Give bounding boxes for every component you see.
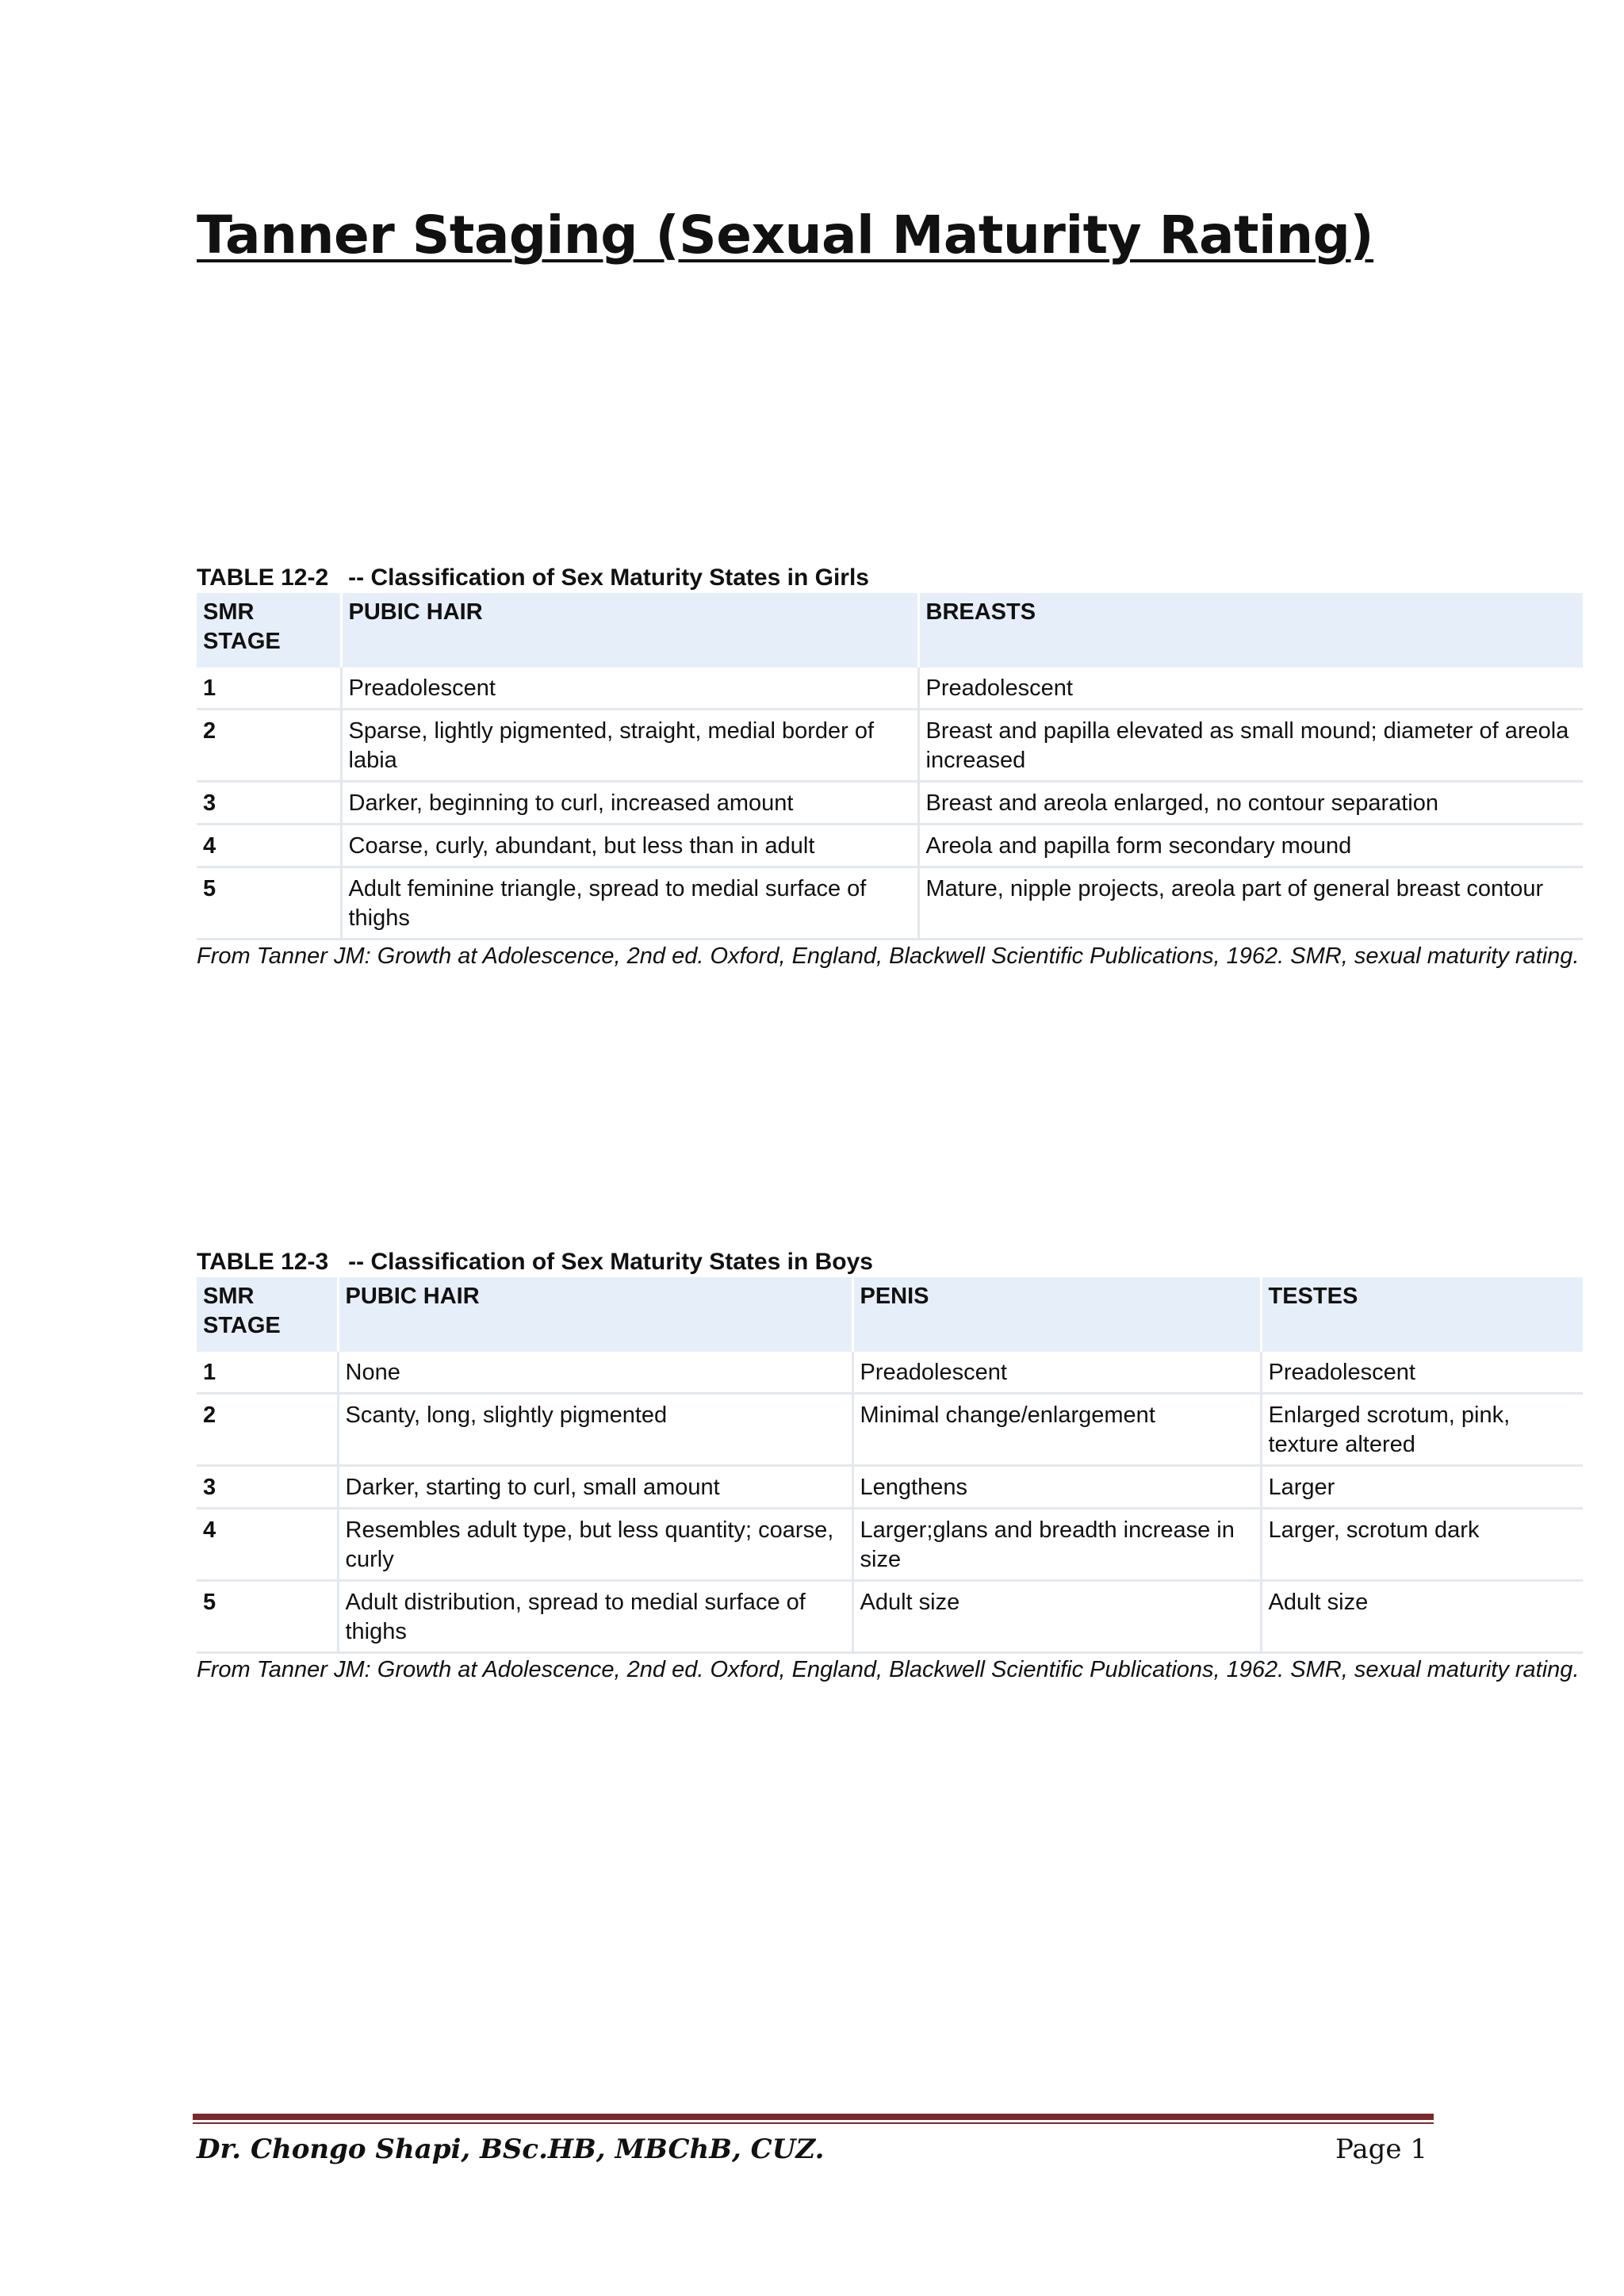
header-smr-stage: SMR STAGE [197,1277,338,1352]
stage-cell: 3 [197,782,341,825]
table-row [197,1581,1583,1653]
table-row [197,710,1583,782]
testes-cell: Enlarged scrotum, pink, texture altered [1261,1394,1583,1466]
stage-cell: 5 [197,867,341,939]
breasts-cell: Mature, nipple projects, areola part of general breast contour [918,867,1583,939]
testes-cell: Preadolescent [1261,1352,1583,1394]
boys-table-block [197,1247,1583,1686]
pubic-hair-cell: Sparse, lightly pigmented, straight, medial border of labia [341,710,918,782]
table-row [197,1509,1583,1581]
girls-table [197,593,1583,940]
header-breasts: BREASTS [918,593,1583,668]
footer-divider [193,2114,1434,2120]
penis-cell: Adult size [852,1581,1261,1653]
pubic-hair-cell: Coarse, curly, abundant, but less than in adult [341,825,918,867]
pubic-hair-cell: None [338,1352,852,1394]
stage-cell: 4 [197,825,341,867]
footer-divider-thin [193,2122,1434,2124]
penis-cell: Preadolescent [852,1352,1261,1394]
boys-table-header-row [197,1277,1583,1352]
breasts-cell: Breast and papilla elevated as small mound; diameter of areola increased [918,710,1583,782]
table-row [197,867,1583,939]
header-pubic-hair: PUBIC HAIR [338,1277,852,1352]
girls-table-block [197,563,1583,972]
girls-table-source: From Tanner JM: Growth at Adolescence, 2nd ed. Oxford, England, Blackwell Scientific Publications, 1962. SMR, sexual maturity rating. [197,943,1580,969]
page-title: Tanner Staging (Sexual Maturity Rating) [197,205,1374,266]
girls-table-caption: TABLE 12-2 -- Classification of Sex Maturity States in Girls [197,564,869,591]
testes-cell: Larger, scrotum dark [1261,1509,1583,1581]
stage-cell: 2 [197,1394,338,1466]
table-row [197,1466,1583,1509]
testes-cell: Larger [1261,1466,1583,1509]
header-penis: PENIS [852,1277,1261,1352]
testes-cell: Adult size [1261,1581,1583,1653]
pubic-hair-cell: Adult feminine triangle, spread to medial surface of thighs [341,867,918,939]
pubic-hair-cell: Resembles adult type, but less quantity; coarse, curly [338,1509,852,1581]
penis-cell: Lengthens [852,1466,1261,1509]
pubic-hair-cell: Darker, beginning to curl, increased amount [341,782,918,825]
stage-cell: 3 [197,1466,338,1509]
stage-cell: 1 [197,668,341,710]
stage-cell: 2 [197,710,341,782]
header-pubic-hair: PUBIC HAIR [341,593,918,668]
pubic-hair-cell: Preadolescent [341,668,918,710]
breasts-cell: Preadolescent [918,668,1583,710]
stage-cell: 4 [197,1509,338,1581]
stage-cell: 5 [197,1581,338,1653]
boys-table-source: From Tanner JM: Growth at Adolescence, 2nd ed. Oxford, England, Blackwell Scientific Publications, 1962. SMR, sexual maturity rating. [197,1657,1580,1682]
penis-cell: Larger;glans and breadth increase in size [852,1509,1261,1581]
table-row [197,1394,1583,1466]
girls-table-header-row [197,593,1583,668]
table-row [197,668,1583,710]
header-smr-stage: SMR STAGE [197,593,341,668]
table-row [197,825,1583,867]
stage-cell: 1 [197,1352,338,1394]
table-row [197,782,1583,825]
breasts-cell: Areola and papilla form secondary mound [918,825,1583,867]
footer-author: Dr. Chongo Shapi, BSc.HB, MBChB, CUZ. [197,2133,825,2165]
penis-cell: Minimal change/enlargement [852,1394,1261,1466]
boys-table [197,1277,1583,1654]
pubic-hair-cell: Scanty, long, slightly pigmented [338,1394,852,1466]
table-row [197,1352,1583,1394]
boys-table-caption: TABLE 12-3 -- Classification of Sex Maturity States in Boys [197,1249,873,1275]
pubic-hair-cell: Adult distribution, spread to medial surface of thighs [338,1581,852,1653]
breasts-cell: Breast and areola enlarged, no contour separation [918,782,1583,825]
header-testes: TESTES [1261,1277,1583,1352]
pubic-hair-cell: Darker, starting to curl, small amount [338,1466,852,1509]
page-number: Page 1 [1335,2133,1427,2165]
